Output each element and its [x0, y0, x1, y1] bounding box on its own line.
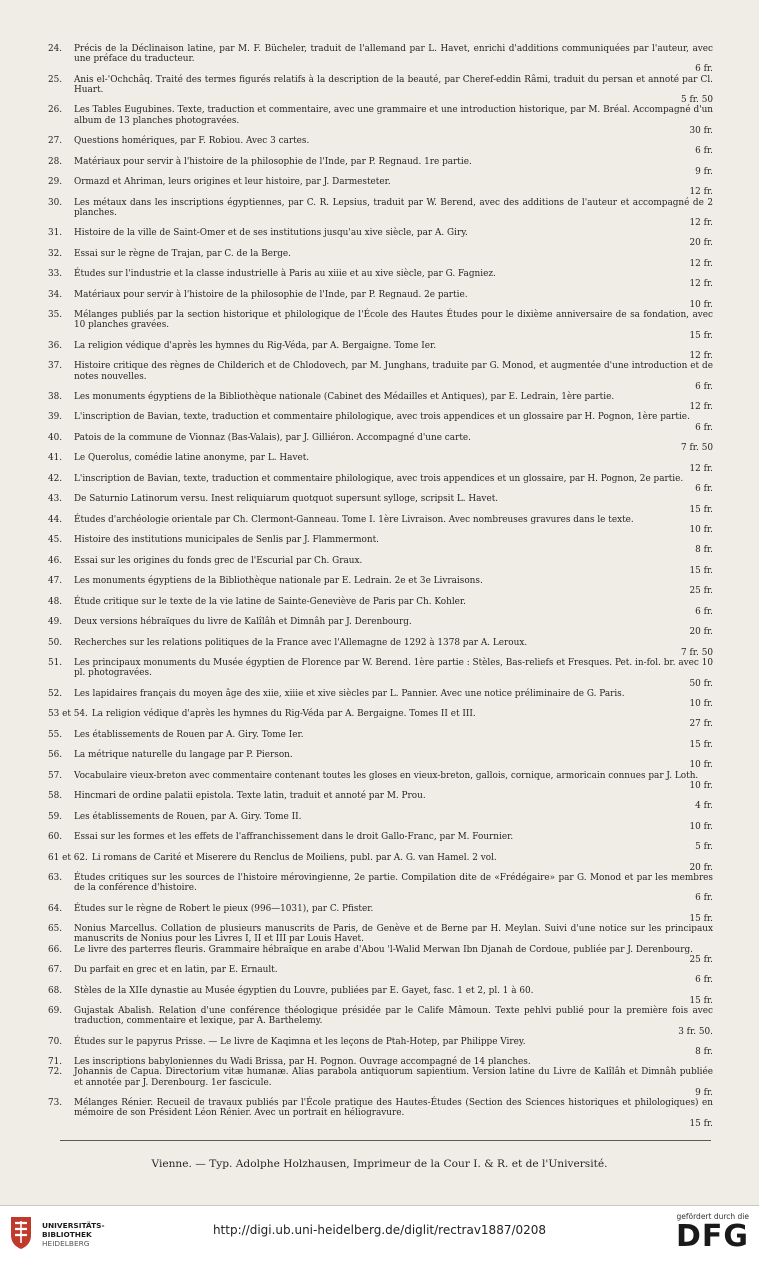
- list-item: [48, 791, 713, 811]
- entry-price: 6 fr.: [695, 484, 713, 495]
- list-item: [48, 576, 713, 596]
- entry-title: Les établissements de Rouen par A. Giry. Tome Ier.: [74, 729, 304, 740]
- entry-price: 10 fr.: [689, 821, 713, 832]
- entry-number: 63.: [48, 872, 63, 883]
- entry-title: Matériaux pour servir à l'histoire de la philosophie de l'Inde, par P. Regnaud. 1re partie.: [74, 156, 472, 167]
- list-item: [48, 412, 713, 432]
- entry-title: Les établissements de Rouen, par A. Giry. Tome II.: [74, 811, 302, 822]
- entry-price: 15 fr.: [689, 565, 713, 576]
- entry-title: Études sur le papyrus Prisse. — Le livre de Kaqimna et les leçons de Ptah-Hotep, par Philippe Virey.: [74, 1036, 526, 1047]
- entry-title: Les métaux dans les inscriptions égyptiennes, par C. R. Lepsius, traduit par W. Berend, avec des additions de l'auteur et accompagné de 2 planches.: [74, 197, 713, 218]
- entry-title: Les lapidaires français du moyen âge des xiie, xiiie et xive siècles par L. Pannier. Avec une notice préliminaire de G. Paris.: [74, 688, 625, 699]
- dfg-logo[interactable]: [649, 1212, 749, 1253]
- entry-title: Questions homériques, par F. Robiou. Avec 3 cartes.: [74, 136, 310, 147]
- entry-number: 69.: [48, 1006, 63, 1017]
- entry-title: Les monuments égyptiens de la Bibliothèque nationale par E. Ledrain. 2e et 3e Livraisons.: [74, 576, 483, 587]
- list-item: [48, 771, 713, 791]
- list-item: [48, 556, 713, 576]
- entry-title: Les inscriptions babyloniennes du Wadi Brissa, par H. Pognon. Ouvrage accompagné de 14 planches.: [74, 1057, 531, 1068]
- entry-number: 71.: [48, 1057, 63, 1068]
- library-name-line2: BIBLIOTHEK: [42, 1230, 92, 1239]
- entry-number: 70.: [48, 1036, 63, 1047]
- permalink-url[interactable]: http://digi.ub.uni-heidelberg.de/diglit/rectrav1887/0208: [212, 1223, 547, 1237]
- library-name-line3: HEIDELBERG: [42, 1239, 90, 1248]
- entry-title: Gujastak Abalish. Relation d'une conférence théologique présidée par le Calife Mâmoun. Texte pehlvi publié pour la première fois avec traduction, commentaire et lexique, par A. Barthelemy.: [74, 1006, 713, 1027]
- entry-price: 6 fr.: [695, 422, 713, 433]
- entry-price: 12 fr.: [689, 402, 713, 413]
- entry-price: 15 fr.: [689, 504, 713, 515]
- entry-number: 35.: [48, 310, 63, 321]
- entry-title: L'inscription de Bavian, texte, traduction et commentaire philologique, avec trois appendices et un glossaire par H. Pognon, 1ère partie.: [74, 412, 690, 423]
- entry-price: 12 fr.: [689, 351, 713, 362]
- list-item: [48, 392, 713, 412]
- entry-price: 15 fr.: [689, 739, 713, 750]
- entry-title: De Saturnio Latinorum versu. Inest reliquiarum quotquot supersunt sylloge, scripsit L. Havet.: [74, 494, 499, 505]
- funded-by-label: gefördert durch die: [676, 1212, 749, 1221]
- list-item: [48, 873, 713, 904]
- entry-number: 34.: [48, 289, 63, 300]
- list-item: [48, 1037, 713, 1057]
- viewer-footer: [0, 1205, 759, 1261]
- entry-number: 36.: [48, 340, 63, 351]
- entry-title: Deux versions hébraïques du livre de Kalîlâh et Dimnâh par J. Derenbourg.: [74, 617, 412, 628]
- entry-title: Essai sur le règne de Trajan, par C. de la Berge.: [74, 248, 291, 259]
- entry-price: 4 fr.: [695, 801, 713, 812]
- list-item: [48, 269, 713, 289]
- entry-title: Hincmari de ordine palatii epistola. Texte latin, traduit et annoté par M. Prou.: [74, 791, 426, 802]
- entry-price: 15 fr.: [689, 1118, 713, 1129]
- entry-number: 58.: [48, 791, 63, 802]
- entry-title: L'inscription de Bavian, texte, traduction et commentaire philologique, avec trois appendices et un glossaire, par H. Pognon, 2e partie.: [74, 473, 684, 484]
- entry-title: Li romans de Carité et Miserere du Renclus de Moiliens, publ. par A. G. van Hamel. 2 vol.: [91, 852, 497, 863]
- entry-number: 55.: [48, 729, 63, 740]
- list-item: [48, 709, 713, 729]
- list-item: [48, 44, 713, 75]
- entry-number: 50.: [48, 637, 63, 648]
- entry-title: Les Tables Eugubines. Texte, traduction et commentaire, avec une grammaire et une introduction historique, par M. Bréal. Accompagné d'un album de 13 planches photogravées.: [74, 105, 713, 126]
- entry-price: 6 fr.: [695, 975, 713, 986]
- entry-price: 10 fr.: [689, 525, 713, 536]
- entry-price: 15 fr.: [689, 995, 713, 1006]
- entry-number: 24.: [48, 44, 63, 54]
- entry-price: 9 fr.: [695, 166, 713, 177]
- entry-number: 45.: [48, 535, 63, 546]
- entry-title: Histoire des institutions municipales de Senlis par J. Flammermont.: [74, 535, 379, 546]
- entry-number: 51.: [48, 658, 63, 669]
- entry-number: 65.: [48, 924, 63, 935]
- entry-number: 29.: [48, 177, 63, 188]
- list-item: [48, 617, 713, 637]
- list-item: [48, 638, 713, 658]
- entry-price: 8 fr.: [695, 1046, 713, 1057]
- entry-price: 12 fr.: [689, 217, 713, 228]
- list-item: [48, 689, 713, 709]
- entry-number: 37.: [48, 361, 63, 372]
- list-item: [48, 965, 713, 985]
- entry-title: Les monuments égyptiens de la Bibliothèque nationale (Cabinet des Médailles et Antiques), par E. Ledrain, 1ère partie.: [74, 391, 615, 402]
- list-item: [48, 730, 713, 750]
- entry-number: 25.: [48, 74, 63, 85]
- list-item: [48, 290, 713, 310]
- entry-title: Ormazd et Ahriman, leurs origines et leur histoire, par J. Darmesteter.: [74, 177, 391, 188]
- entry-title: Précis de la Déclinaison latine, par M. F. Bücheler, traduit de l'allemand par L. Havet, enrichi d'additions communiquées par l'auteur, avec une préface du traducteur.: [74, 44, 713, 65]
- list-item: [48, 453, 713, 473]
- entry-price: 25 fr.: [689, 586, 713, 597]
- list-item: [48, 75, 713, 106]
- entry-price: 12 fr.: [689, 463, 713, 474]
- publication-list: [48, 44, 713, 1129]
- entry-title: La religion védique d'après les hymnes du Rig-Véda, par A. Bergaigne. Tome Ier.: [74, 340, 437, 351]
- entry-title: Les principaux monuments du Musée égyptien de Florence par W. Berend. 1ère partie : Stèles, Bas-reliefs et Fresques. Pet. in-fol. br. avec 10 pl. photogravées.: [74, 658, 713, 679]
- list-item: [48, 1067, 713, 1098]
- entry-price: 15 fr.: [689, 913, 713, 924]
- entry-price: 5 fr. 50: [681, 95, 713, 106]
- entry-number: 53 et 54.: [48, 709, 88, 720]
- entry-number: 30.: [48, 197, 63, 208]
- entry-number: 31.: [48, 228, 63, 239]
- entry-price: 10 fr.: [689, 760, 713, 771]
- footer-rule: [60, 1140, 711, 1141]
- entry-number: 64.: [48, 903, 63, 914]
- entry-title: Du parfait en grec et en latin, par E. Ernault.: [74, 965, 278, 976]
- entry-title: Johannis de Capua. Directorium vitæ humanæ. Alias parabola antiquorum sapientium. Version latine du Livre de Kalîlâh et Dimnâh publiée et annotée par J. Derenbourg. 1er fascicule.: [74, 1067, 713, 1088]
- entry-title: Recherches sur les relations politiques de la France avec l'Allemagne de 1292 à 1378 par A. Leroux.: [74, 637, 528, 648]
- entry-number: 72.: [48, 1067, 63, 1078]
- entry-number: 57.: [48, 770, 63, 781]
- entry-title: Patois de la commune de Vionnaz (Bas-Valais), par J. Gilliéron. Accompagné d'une carte.: [74, 432, 471, 443]
- list-item: [48, 853, 713, 873]
- list-item: [48, 105, 713, 136]
- list-item: [48, 228, 713, 248]
- list-item: [48, 515, 713, 535]
- list-item: [48, 249, 713, 269]
- entry-price: 10 fr.: [689, 699, 713, 709]
- entry-number: 52.: [48, 688, 63, 699]
- list-item: [48, 361, 713, 392]
- entry-number: 60.: [48, 832, 63, 843]
- entry-price: 12 fr.: [689, 187, 713, 198]
- library-name-line1: UNIVERSITÄTS-: [42, 1221, 105, 1230]
- entry-number: 48.: [48, 596, 63, 607]
- entry-title: Stèles de la XIIe dynastie au Musée égyptien du Louvre, publiées par E. Gayet, fasc. 1 et 2, pl. 1 à 60.: [74, 985, 534, 996]
- entry-price: 27 fr.: [689, 719, 713, 730]
- entry-title: Le Querolus, comédie latine anonyme, par L. Havet.: [74, 453, 310, 464]
- entry-title: Essai sur les formes et les effets de l'affranchissement dans le droit Gallo-Franc, par M. Fournier.: [74, 832, 514, 843]
- list-item: [48, 597, 713, 617]
- entry-title: Mélanges publiés par la section historique et philologique de l'École des Hautes Études pour le dixième anniversaire de sa fondation, avec 10 planches gravées.: [74, 310, 713, 331]
- entry-price: 15 fr.: [689, 330, 713, 341]
- entry-title: Étude critique sur le texte de la vie latine de Sainte-Geneviève de Paris par Ch. Kohler.: [74, 596, 466, 607]
- entry-title: Études d'archéologie orientale par Ch. Clermont-Ganneau. Tome I. 1ère Livraison. Avec nombreuses gravures dans le texte.: [74, 514, 634, 525]
- entry-price: 6 fr.: [695, 146, 713, 157]
- list-item: [48, 136, 713, 156]
- entry-price: 3 fr. 50.: [678, 1026, 713, 1037]
- entry-price: 6 fr.: [695, 381, 713, 392]
- list-item: [48, 198, 713, 229]
- entry-title: Matériaux pour servir à l'histoire de la philosophie de l'Inde, par P. Regnaud. 2e partie.: [74, 289, 468, 300]
- entry-price: 20 fr.: [689, 627, 713, 638]
- entry-price: 9 fr.: [695, 1087, 713, 1098]
- list-item: [48, 310, 713, 341]
- list-item: [48, 904, 713, 924]
- entry-price: 20 fr.: [689, 238, 713, 249]
- entry-number: 73.: [48, 1098, 63, 1109]
- entry-number: 56.: [48, 750, 63, 761]
- entry-price: 12 fr.: [689, 279, 713, 290]
- entry-title: Vocabulaire vieux-breton avec commentaire contenant toutes les gloses en vieux-breton, gallois, cornique, armoricain connues par J. Loth.: [74, 770, 699, 781]
- entry-number: 44.: [48, 514, 63, 525]
- entry-price: 50 fr.: [689, 678, 713, 689]
- entry-price: 6 fr.: [695, 64, 713, 75]
- entry-number: 46.: [48, 555, 63, 566]
- entry-title: Le livre des parterres fleuris. Grammaire hébraïque en arabe d'Abou 'l-Walid Merwan Ibn Djanah de Cordoue, publiée par J. Derenbourg.: [74, 944, 693, 955]
- entry-number: 38.: [48, 391, 63, 402]
- entry-title: Histoire de la ville de Saint-Omer et de ses institutions jusqu'au xive siècle, par A. Giry.: [74, 228, 468, 239]
- entry-number: 33.: [48, 269, 63, 280]
- entry-title: Histoire critique des règnes de Childerich et de Chlodovech, par M. Junghans, traduite par G. Monod, et augmentée d'une introduction et de notes nouvelles.: [74, 361, 713, 382]
- entry-number: 43.: [48, 494, 63, 505]
- entry-title: La métrique naturelle du langage par P. Pierson.: [74, 750, 293, 761]
- entry-number: 40.: [48, 432, 63, 443]
- list-item: [48, 832, 713, 852]
- list-item: [48, 750, 713, 770]
- entry-title: Anis el-'Ochchâq. Traité des termes figurés relatifs à la description de la beauté, par Cheref-eddin Râmi, traduit du persan et annoté par Cl. Huart.: [74, 74, 713, 95]
- entry-title: Études sur l'industrie et la classe industrielle à Paris au xiiie et au xive siècle, par G. Fagniez.: [74, 269, 496, 280]
- dfg-wordmark: DFG: [675, 1219, 749, 1254]
- entry-number: 26.: [48, 105, 63, 116]
- entry-price: 10 fr.: [689, 299, 713, 310]
- list-item: [48, 924, 713, 944]
- entry-price: 6 fr.: [695, 606, 713, 617]
- entry-price: 8 fr.: [695, 545, 713, 556]
- list-item: [48, 494, 713, 514]
- list-item: [48, 535, 713, 555]
- entry-title: Nonius Marcellus. Collation de plusieurs manuscrits de Paris, de Genève et de Berne par H. Meylan. Suivi d'une notice sur les principaux manuscrits de Nonius pour les Livres I, II et III par Louis Havet.: [74, 924, 713, 945]
- entry-title: Essai sur les origines du fonds grec de l'Escurial par Ch. Graux.: [74, 555, 363, 566]
- entry-number: 68.: [48, 985, 63, 996]
- entry-price: 6 fr.: [695, 893, 713, 904]
- list-item: [48, 177, 713, 197]
- list-item: [48, 474, 713, 494]
- entry-price: 12 fr.: [689, 258, 713, 269]
- list-item: [48, 433, 713, 453]
- entry-number: 67.: [48, 965, 63, 976]
- entry-number: 28.: [48, 156, 63, 167]
- entry-price: 25 fr.: [689, 954, 713, 965]
- entry-number: 47.: [48, 576, 63, 587]
- list-item: [48, 1057, 713, 1067]
- entry-number: 66.: [48, 944, 63, 955]
- entry-number: 41.: [48, 453, 63, 464]
- entry-number: 27.: [48, 136, 63, 147]
- entry-title: Études sur le règne de Robert le pieux (996—1031), par C. Pfister.: [74, 903, 374, 914]
- printer-imprint: Vienne. — Typ. Adolphe Holzhausen, Imprimeur de la Cour I. & R. et de l'Université.: [151, 1158, 608, 1170]
- list-item: [48, 986, 713, 1006]
- entry-title: Mélanges Rénier. Recueil de travaux publiés par l'École pratique des Hautes-Études (Section des Sciences historiques et philologiques) en mémoire de son Président Léon Rénier. Avec un portrait en héliogravure.: [74, 1098, 713, 1119]
- list-item: [48, 157, 713, 177]
- entry-price: 7 fr. 50: [681, 443, 713, 454]
- list-item: [48, 341, 713, 361]
- list-item: [48, 945, 713, 965]
- entry-number: 49.: [48, 617, 63, 628]
- list-item: [48, 1098, 713, 1129]
- list-item: [48, 812, 713, 832]
- list-item: [48, 1006, 713, 1037]
- entry-price: 20 fr.: [689, 862, 713, 873]
- entry-price: 30 fr.: [689, 125, 713, 136]
- entry-number: 32.: [48, 248, 63, 259]
- entry-price: 5 fr.: [695, 842, 713, 853]
- list-item: [48, 658, 713, 689]
- entry-number: 61 et 62.: [48, 852, 88, 863]
- entry-price: 7 fr. 50: [681, 647, 713, 658]
- entry-number: 39.: [48, 412, 63, 423]
- entry-price: 10 fr.: [689, 780, 713, 791]
- entry-title: La religion védique d'après les hymnes du Rig-Véda par A. Bergaigne. Tomes II et III.: [91, 709, 476, 720]
- entry-number: 42.: [48, 473, 63, 484]
- entry-title: Études critiques sur les sources de l'histoire mérovingienne, 2e partie. Compilation dite de «Frédégaire» par G. Monod et par les membres de la conférence d'histoire.: [74, 872, 713, 894]
- entry-number: 59.: [48, 811, 63, 822]
